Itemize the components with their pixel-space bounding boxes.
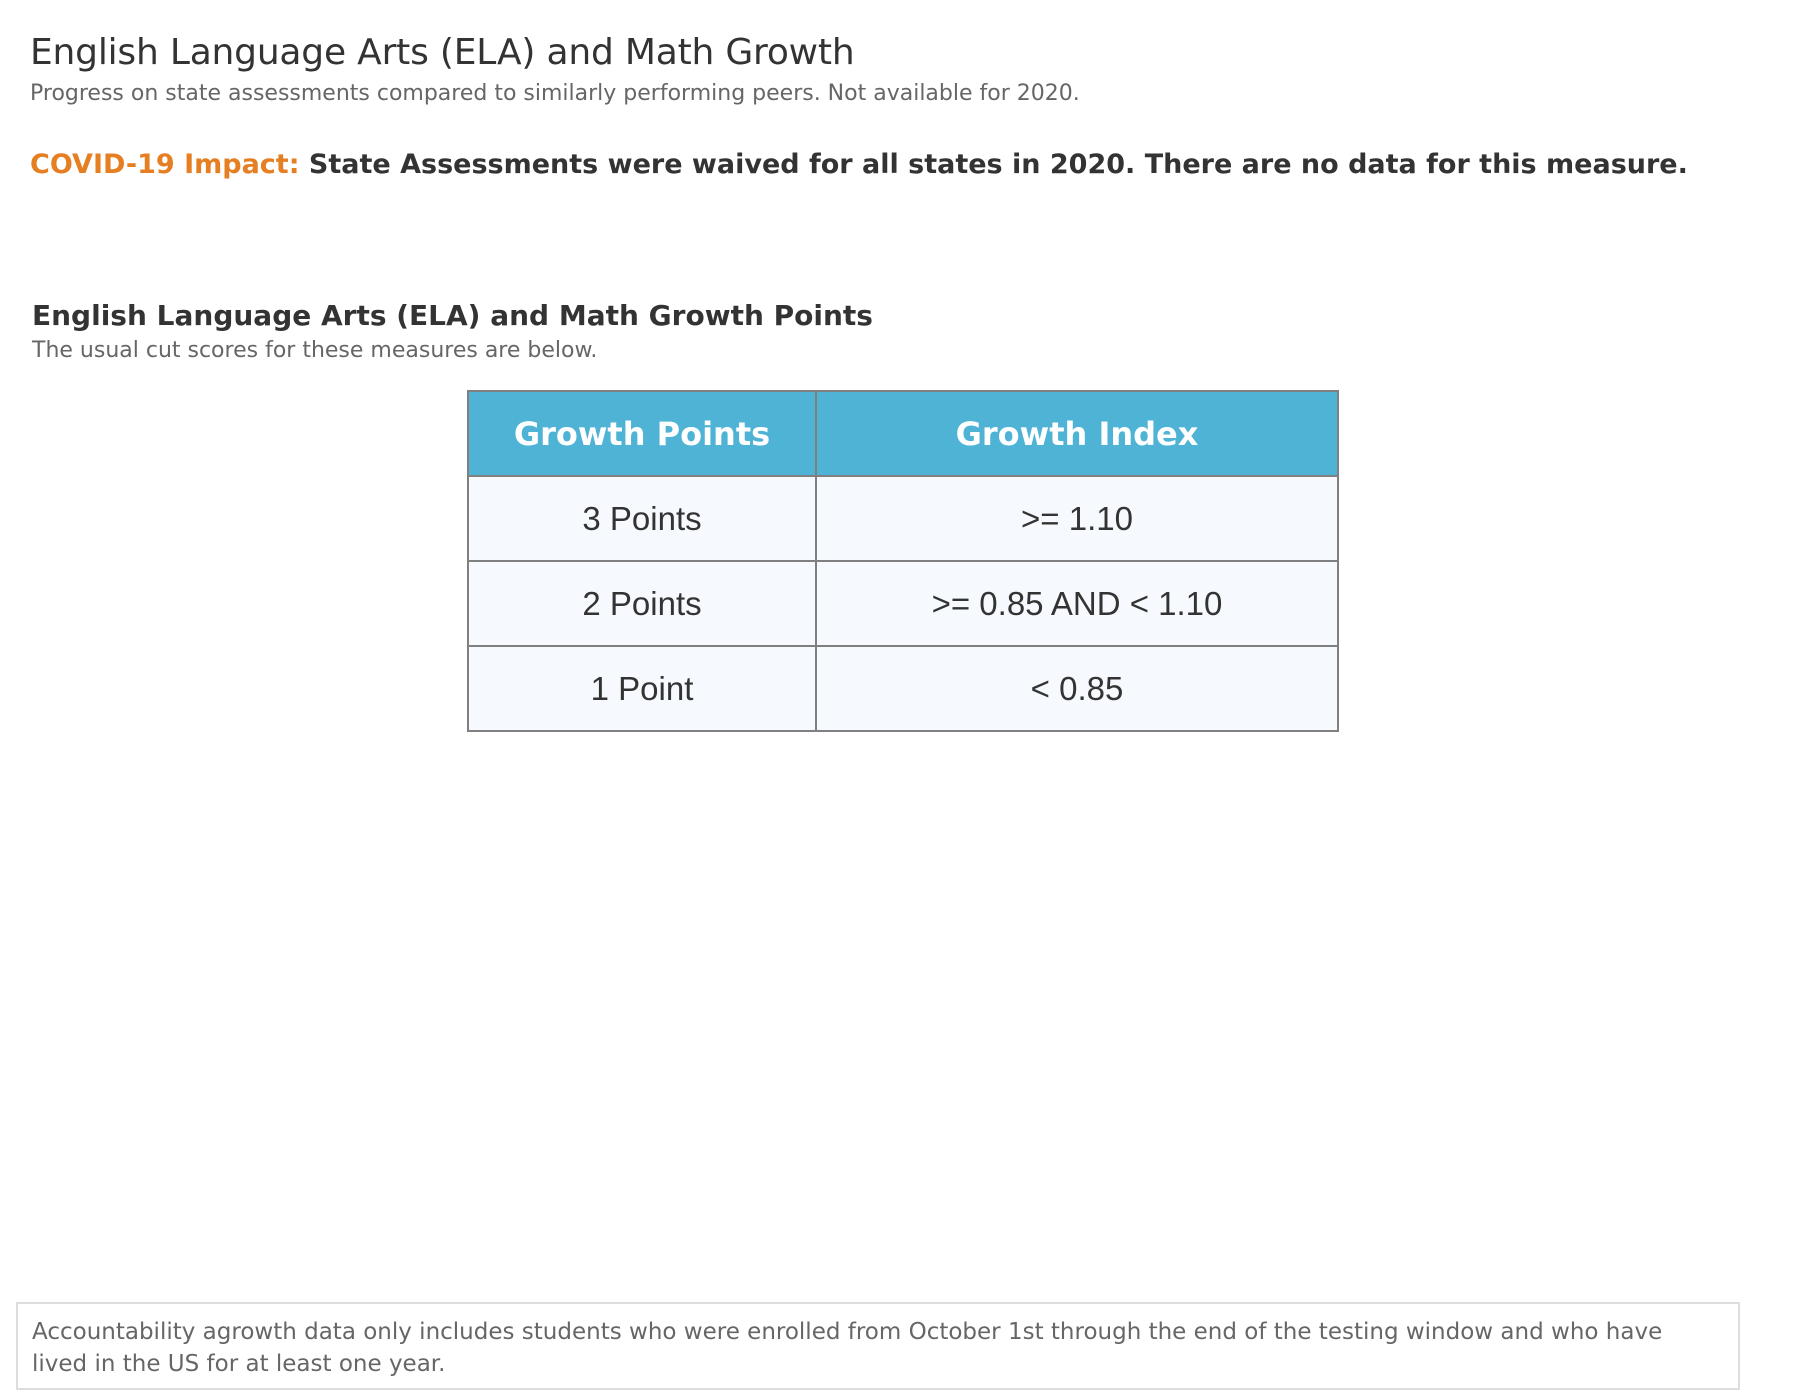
table-header-row [468,391,1338,476]
covid-impact-message: State Assessments were waived for all states in 2020. There are no data for this measure. [308,149,1688,180]
footnote-box [16,1302,1740,1390]
section-title: English Language Arts (ELA) and Math Growth Points [32,299,873,332]
cut-scores-table-container [467,390,1339,732]
growth-points-cell: 2 Points [468,561,816,646]
footnote-text: Accountability agrowth data only includes students who were enrolled from October 1st through the end of the testing window and who have lived in the US for at least one year. [32,1319,1663,1377]
growth-index-cell: >= 0.85 AND < 1.10 [816,561,1338,646]
page-title: English Language Arts (ELA) and Math Growth [30,32,855,73]
growth-index-cell: >= 1.10 [816,476,1338,561]
section-subtitle: The usual cut scores for these measures are below. [32,338,598,363]
table-row [468,476,1338,561]
table-row [468,561,1338,646]
growth-index-cell: < 0.85 [816,646,1338,731]
growth-points-cell: 1 Point [468,646,816,731]
growth-points-section [32,296,1732,366]
covid-impact-label: COVID-19 Impact: [30,149,300,180]
growth-points-cell: 3 Points [468,476,816,561]
page-subtitle: Progress on state assessments compared to similarly performing peers. Not available for 2020. [30,81,1080,106]
page-header [30,28,1770,110]
header-growth-index: Growth Index [816,391,1338,476]
covid-impact-notice [30,145,1688,185]
cut-scores-table [467,390,1339,732]
table-row [468,646,1338,731]
header-growth-points: Growth Points [468,391,816,476]
